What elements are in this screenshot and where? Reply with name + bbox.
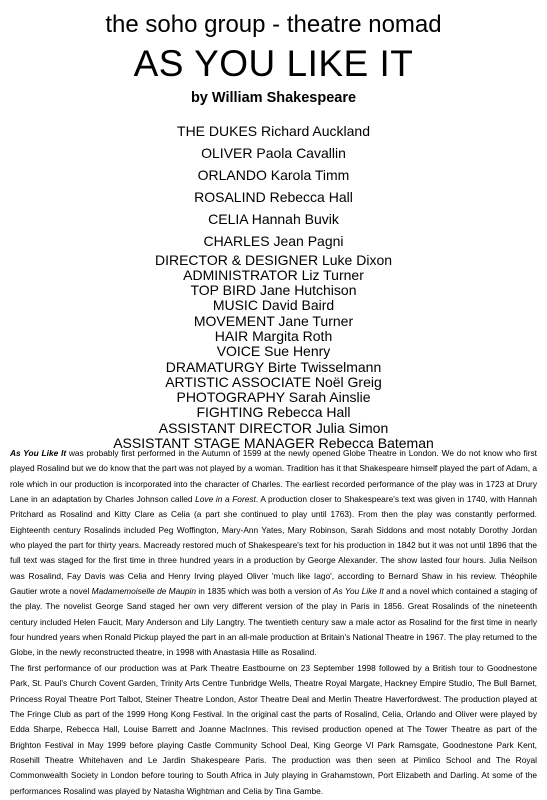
play-title-reference: As You Like It [10, 448, 67, 458]
cast-member: CHARLES Jean Pagni [203, 232, 344, 249]
play-title: AS YOU LIKE IT [133, 43, 414, 84]
cast-member: THE DUKES Richard Auckland [177, 122, 370, 139]
text-span: was probably first performed in the Autumn of 1599 at the newly opened Globe Theatre in London. We do not know who first played Rosalind but we do know that the part was not played by a woman. Tradition has it that Shakespeare himself played the part of Adam, a role which in our production is incorporated into the character of Charles. The earliest recorded performance of the play was in 1723 at Drury Lane in an adaptation by Charles Johnson called [10, 448, 538, 505]
history-paragraph [10, 446, 537, 661]
text-span: . A production closer to Shakespeare's text was given in 1740, with Hannah Pritchard as Rosalind and Kitty Clare as Celia (a part she continued to play until 1763). From then the play was constantly performed. Eighteenth century Rosalinds included Peg Woffington, Mary-Ann Yates, Mary Robinson, Sarah Siddons and most notably Dorothy Jordan who played the part for thirty years. Macready restored much of Shakespeare's text for his production in 1842 but it was not until 1896 that the full text was staged for the first time in three hundred years in a production by George Alexander. The show lasted four hours. Julia Neilson was Rosalind, Fay Davis was Celia and Henry Irving played Oliver 'much like Iago', according to Bernard Shaw in his review. Théophile Gautier wrote a novel [10, 494, 537, 597]
crew-member: ARTISTIC ASSOCIATE Noël Greig [165, 373, 382, 390]
crew-member: MOVEMENT Jane Turner [193, 312, 354, 329]
crew-member: DRAMATURGY Birte Twisselmann [165, 358, 382, 375]
cast-list [0, 120, 547, 252]
crew-member: FIGHTING Rebecca Hall [196, 404, 351, 421]
production-paragraph: The first performance of our production was at Park Theatre Eastbourne on 23 September 1998 followed by a British tour to Goodnestone Park, St. Paul's Church Covent Garden, Trinity Arts Centre Tunbridge Wells, Theatre Royal Margate, Hackney Empire Studio, The Bull Barnet, Princess Royal Theatre Port Talbot, Steiner Theatre London, Astor Theatre Deal and Merlin Theatre Haverfordwest. The production played at The Fringe Club as part of the 1999 Hong Kong Festival. In the original cast the parts of Rosalind, Celia, Orlando and Oliver were played by Edda Sharpe, Rebecca Hall, Louise Barrett and Joanne MacInnes. This revised production opened at The Tower Theatre as part of the Brighton Festival in May 1999 before playing Castle Community School Deal, King George VI Park Ramsgate, Goodnestone Park Kent, Rosehill Theatre Whitehaven and Le Jardin Shakespeare Paris. The production was then seen at Pimlico School and The Royal Commonwealth Society in London before touring to South Africa in July playing in Grahamstown, Port Elizabeth and Darling. At some of the performances Rosalind was played by Natasha Wightman and Celia by Tina Gambe. [10, 662, 537, 796]
work-title-reference: As You Like It [332, 586, 384, 597]
crew-member: PHOTOGRAPHY Sarah Ainslie [176, 389, 371, 406]
work-title-reference: Madamemoiselle de Maupin [91, 586, 197, 597]
cast-member: OLIVER Paola Cavallin [201, 144, 346, 161]
crew-member: ADMINISTRATOR Liz Turner [183, 266, 364, 283]
cast-member: CELIA Hannah Buvik [208, 210, 339, 227]
cast-member: ROSALIND Rebecca Hall [194, 188, 353, 205]
text-span: in 1835 which was both a version of [196, 586, 333, 597]
author-name: William Shakespeare [211, 90, 357, 106]
programme-notes [10, 446, 537, 799]
crew-member: HAIR Margita Roth [214, 327, 333, 344]
byline-prefix: by [190, 90, 212, 106]
crew-member: VOICE Sue Henry [216, 343, 331, 360]
company-name: the soho group - theatre nomad [105, 11, 442, 38]
crew-member: DIRECTOR & DESIGNER Luke Dixon [154, 251, 393, 268]
crew-member: ASSISTANT STAGE MANAGER Rebecca Bateman [113, 435, 434, 452]
crew-member: ASSISTANT DIRECTOR Julia Simon [158, 419, 389, 436]
work-title-reference: Love in a Forest [195, 494, 256, 505]
crew-list [0, 253, 547, 452]
byline [0, 82, 547, 106]
crew-member: TOP BIRD Jane Hutchison [190, 282, 357, 299]
crew-member: MUSIC David Baird [212, 297, 335, 314]
text-span: and a novel which contained a staging of the play. The novelist George Sand staged her own very different version of the play in Paris in 1856. Great Rosalinds of the nineteenth century included Helen Faucit, Mary Anderson and Lily Langtry. The twentieth century saw a male actor as Rosalind for the first time in nearly four hundred years when Ronald Pickup played the part in an all-male production at Britain's National Theatre in 1967. The play returned to the Globe, in the newly reconstructed theatre, in 1998 with Anastasia Hille as Rosalind. [10, 586, 538, 658]
cast-member: ORLANDO Karola Timm [197, 166, 350, 183]
